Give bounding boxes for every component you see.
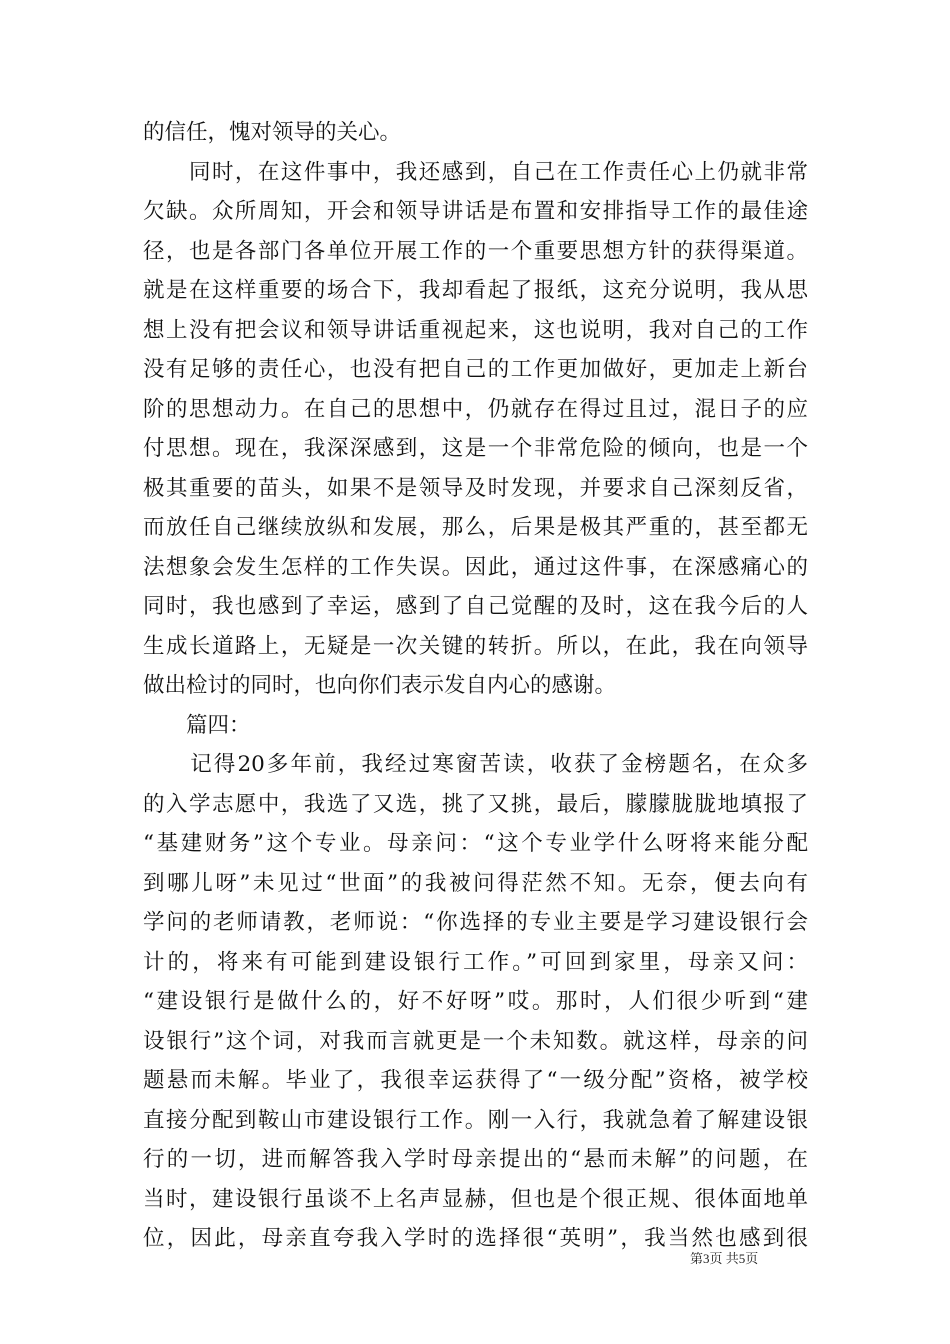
text-line: 直接分配到鞍山市建设银行工作。刚一入行，我就急着了解建设银 bbox=[143, 1107, 808, 1133]
text-line: 题悬而未解。毕业了，我很幸运获得了“一级分配”资格，被学校 bbox=[143, 1068, 808, 1093]
text-line: “基建财务”这个专业。母亲问：“这个专业学什么呀将来能分配 bbox=[143, 831, 808, 856]
text-line: 而放任自己继续放纵和发展，那么，后果是极其严重的，甚至都无 bbox=[143, 515, 808, 540]
text-line: 付思想。现在，我深深感到，这是一个非常危险的倾向，也是一个 bbox=[143, 436, 808, 461]
text-line: 径，也是各部门各单位开展工作的一个重要思想方针的获得渠道。 bbox=[143, 238, 808, 264]
text-line: 欠缺。众所周知，开会和领导讲话是布置和安排指导工作的最佳途 bbox=[143, 199, 808, 224]
text-line: 的信任，愧对领导的关心。 bbox=[143, 120, 402, 145]
text-line: 就是在这样重要的场合下，我却看起了报纸，这充分说明，我从思 bbox=[143, 278, 808, 303]
text-line: 行的一切，进而解答我入学时母亲提出的“悬而未解”的问题，在 bbox=[143, 1147, 808, 1172]
text-line: 学问的老师请教，老师说：“你选择的专业主要是学习建设银行会 bbox=[143, 910, 808, 935]
text-line: 极其重要的苗头，如果不是领导及时发现，并要求自己深刻反省， bbox=[143, 475, 808, 501]
text-line: 篇四： bbox=[143, 712, 251, 738]
text-line: 位，因此，母亲直夸我入学时的选择很“英明”，我当然也感到很 bbox=[143, 1226, 808, 1251]
text-line: 阶的思想动力。在自己的思想中，仍就存在得过且过，混日子的应 bbox=[143, 396, 808, 422]
text-line: 记得20多年前，我经过寒窗苦读，收获了金榜题名，在众多 bbox=[143, 752, 808, 777]
text-line: 计的，将来有可能到建设银行工作。”可回到家里，母亲又问： bbox=[143, 949, 808, 975]
text-line: 到哪儿呀”未见过“世面”的我被问得茫然不知。无奈，便去向有 bbox=[143, 870, 808, 896]
text-line: 设银行”这个词，对我而言就更是一个未知数。就这样，母亲的问 bbox=[143, 1028, 808, 1054]
text-line: 同时，在这件事中，我还感到，自己在工作责任心上仍就非常 bbox=[143, 159, 808, 185]
page-number-footer: 第3页 共5页 bbox=[690, 1251, 759, 1266]
text-line: 的入学志愿中，我选了又选，挑了又挑，最后，朦朦胧胧地填报了 bbox=[143, 791, 808, 817]
text-line: 做出检讨的同时，也向你们表示发自内心的感谢。 bbox=[143, 673, 617, 698]
text-line: 当时，建设银行虽谈不上名声显赫，但也是个很正规、很体面地单 bbox=[143, 1186, 808, 1212]
text-line: 法想象会发生怎样的工作失误。因此，通过这件事，在深感痛心的 bbox=[143, 554, 808, 580]
text-line: 没有足够的责任心，也没有把自己的工作更加做好，更加走上新台 bbox=[143, 357, 808, 382]
text-line: 生成长道路上，无疑是一次关键的转折。所以，在此，我在向领导 bbox=[143, 633, 808, 659]
text-line: “建设银行是做什么的，好不好呀”哎。那时，人们很少听到“建 bbox=[143, 989, 808, 1014]
text-line: 想上没有把会议和领导讲话重视起来，这也说明，我对自己的工作 bbox=[143, 317, 808, 343]
text-line: 同时，我也感到了幸运，感到了自己觉醒的及时，这在我今后的人 bbox=[143, 594, 808, 619]
document-body bbox=[143, 113, 808, 1259]
